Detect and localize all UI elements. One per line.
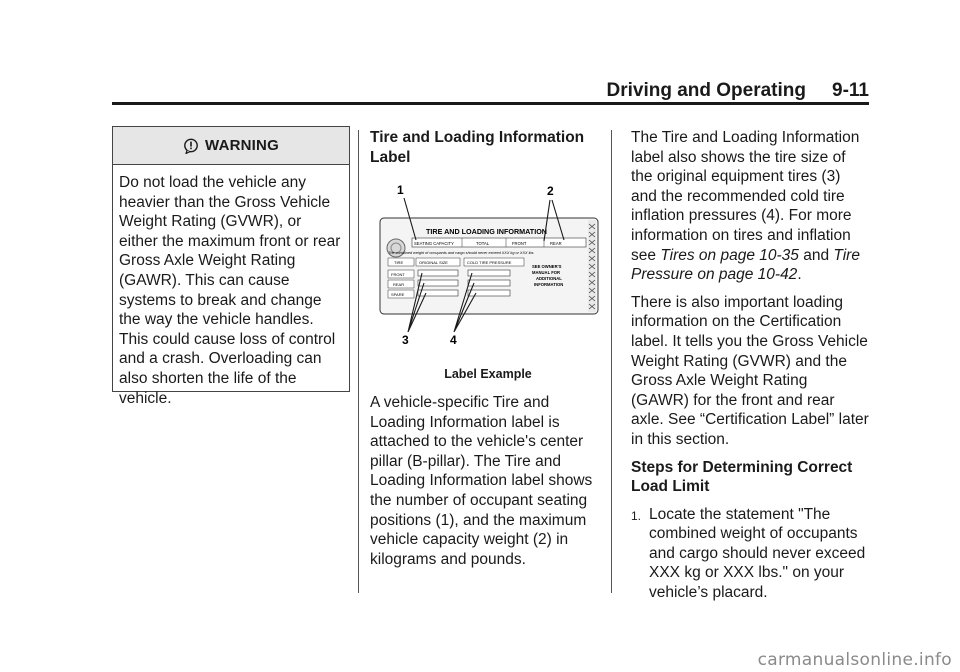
warning-box bbox=[112, 126, 350, 407]
svg-text:ADDITIONAL: ADDITIONAL bbox=[536, 276, 562, 281]
seating-capacity-label: SEATING CAPACITY bbox=[414, 241, 454, 246]
see-manual-text bbox=[532, 264, 563, 287]
seating-rear-label: REAR bbox=[550, 241, 562, 246]
column-3 bbox=[631, 128, 869, 603]
cross-reference-link[interactable]: Tires on page 10-35 bbox=[660, 246, 799, 264]
original-size-header: ORIGINAL SIZE bbox=[419, 260, 448, 265]
svg-text:MANUAL FOR: MANUAL FOR bbox=[532, 270, 561, 275]
paragraph: There is also important loading information on the Certification label. It tells you the Gross Vehicle Weight Rating (GVWR) and the Gross Axle Weight Rating (GAWR) for the front and rear axle. See “Certification Label” later in this section. bbox=[631, 293, 869, 448]
column-divider bbox=[358, 130, 359, 593]
watermark: carmanualsonline.info bbox=[757, 650, 952, 670]
callout-2: 2 bbox=[547, 184, 554, 198]
svg-text:INFORMATION: INFORMATION bbox=[534, 282, 564, 287]
paragraph-text: The Tire and Loading Information label also shows the tire size of the original equipment tires (3) and the recommended cold tire inflation pressures (4). For more information on tires and inflation see bbox=[631, 129, 860, 264]
tire-header: TIRE bbox=[394, 260, 404, 265]
header-rule bbox=[112, 102, 869, 105]
page-number: 9-11 bbox=[832, 80, 869, 101]
warning-header bbox=[113, 127, 349, 165]
column-2-body bbox=[370, 393, 606, 569]
row-spare: SPARE bbox=[391, 292, 405, 297]
section-heading: Tire and Loading Information Label bbox=[370, 129, 585, 166]
step-number: 1. bbox=[631, 508, 642, 523]
column-divider bbox=[611, 130, 612, 593]
svg-text:SEE OWNER'S: SEE OWNER'S bbox=[532, 264, 562, 269]
warning-icon bbox=[183, 138, 199, 154]
warning-title: WARNING bbox=[205, 137, 279, 154]
figure-caption: Label Example bbox=[444, 367, 532, 381]
callout-1: 1 bbox=[397, 183, 404, 197]
row-rear: REAR bbox=[393, 282, 405, 287]
callout-3: 3 bbox=[402, 333, 409, 346]
callout-4: 4 bbox=[450, 333, 457, 346]
paragraph: A vehicle-specific Tire and Loading Information label is attached to the vehicle's center pillar (B-pillar). The Tire and Loading Information label shows the number of occupant seating positions (1), and the maximum vehicle capacity weight (2) in kilograms and pounds. bbox=[370, 394, 593, 568]
warning-text: Do not load the vehicle any heavier than the Gross Vehicle Weight Rating (GVWR), or either the maximum front or rear Gross Axle Weight Rating (GAWR). This can cause systems to break and change the way the vehicle handles. This could cause loss of control and a crash. Overloading can also shorten the life of the vehicle. bbox=[119, 174, 341, 407]
paragraph-text: . bbox=[797, 266, 802, 284]
label-example-figure bbox=[378, 176, 610, 346]
seating-front-label: FRONT bbox=[512, 241, 527, 246]
section-title: Driving and Operating bbox=[606, 80, 807, 101]
row-front: FRONT bbox=[391, 272, 405, 277]
list-item bbox=[631, 505, 869, 603]
step-text: Locate the statement "The combined weight of occupants and cargo should never exceed XXX kg or XXX lbs." on your vehicle’s placard. bbox=[649, 505, 866, 602]
cold-tire-pressure-header: COLD TIRE PRESSURE bbox=[467, 260, 512, 265]
page-header bbox=[0, 81, 869, 101]
paragraph-text: and bbox=[803, 246, 830, 264]
section-heading: Steps for Determining Correct Load Limit bbox=[631, 458, 853, 496]
cross-reference-link[interactable]: Tire Pressure on page 10-42 bbox=[631, 246, 860, 284]
paragraph bbox=[631, 128, 869, 285]
label-title: TIRE AND LOADING INFORMATION bbox=[426, 227, 547, 236]
label-statement: The combined weight of occupants and cargo should never exceed XXX kg or XXX lbs. bbox=[388, 251, 535, 255]
column-2 bbox=[370, 128, 606, 167]
seating-total-label: TOTAL bbox=[476, 241, 490, 246]
